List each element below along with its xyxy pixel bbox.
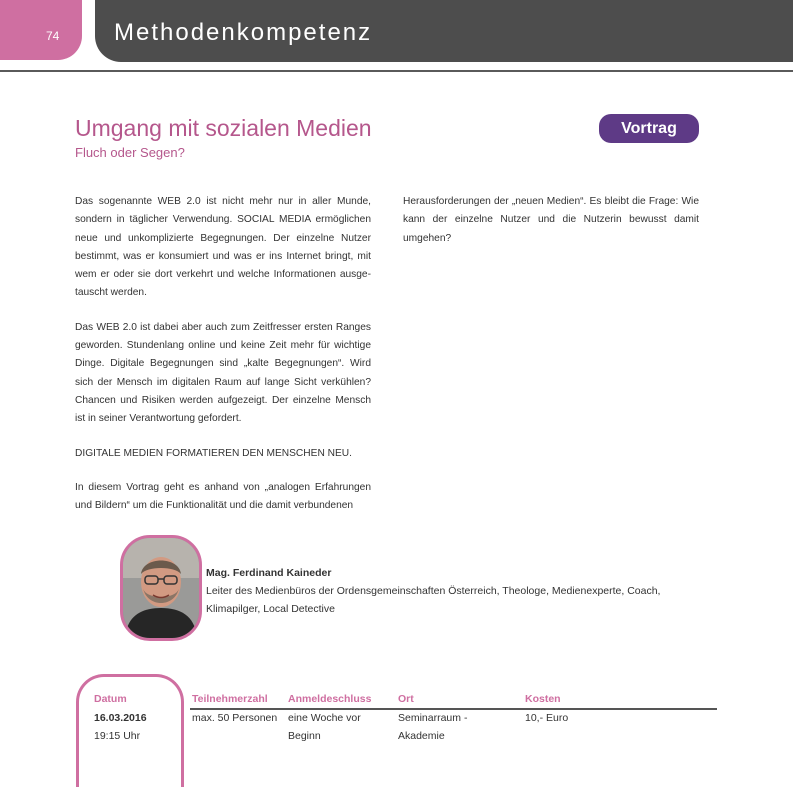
section-title: Methodenkompetenz — [114, 19, 373, 46]
speaker-photo — [120, 535, 202, 641]
paragraph: DIGITALE MEDIEN FORMATIEREN DEN MENSCHEN NEU. — [75, 447, 352, 459]
description-left-column — [75, 193, 371, 531]
participants-label: Teilnehmerzahl — [192, 693, 268, 705]
speaker-name: Mag. Ferdinand Kaineder — [206, 567, 332, 579]
location-value: Seminarraum - Akademie — [398, 712, 468, 742]
description-right-column — [403, 193, 699, 264]
paragraph: In diesem Vortrag geht es anhand von „analogen Erfahrungen und Bildern“ um die Funktionalität und die damit verbundenen — [75, 481, 371, 512]
event-type-badge: Vortrag — [599, 114, 699, 143]
person-portrait-icon — [123, 538, 199, 638]
date-label: Datum — [94, 693, 127, 705]
cost-value: 10,- Euro — [525, 712, 569, 724]
speaker-description: Leiter des Medienbüros der Ordensgemeinschaften Österreich, Theologe, Medienexperte, Coach, Klimapilger, Local Detective — [206, 585, 661, 615]
page-number: 74 — [46, 29, 60, 43]
event-subtitle: Fluch oder Segen? — [75, 145, 185, 160]
paragraph: Das sogenannte WEB 2.0 ist nicht mehr nur in aller Munde, sondern in täglicher Verwendung. SOCIAL MEDIA ermöglichen neue und unkomplizierte Begegnungen. Der einzelne Nutzer bestimmt, was er konsumiert und was er ins Internet bringt, mit wem er oder sie dort verkehrt und welche Informationen ausge-tauscht werden. — [75, 196, 371, 299]
page-number-tab — [0, 0, 82, 60]
cost-label: Kosten — [525, 693, 561, 705]
paragraph: Das WEB 2.0 ist dabei aber auch zum Zeitfresser ersten Ranges geworden. Stundenlang online und keine Zeit mehr für wichtige Dinge. Digitale Begegnungen sind „kalte Begegnungen“. Wird sich der Mensch im digitalen Raum auf lange Sicht verkühlen? Chancen und Risiken werden aufgezeigt. Der einzelne Mensch ist in seiner Verantwortung gefordert. — [75, 321, 371, 425]
registration-label: Anmeldeschluss — [288, 693, 372, 705]
time-value: 19:15 Uhr — [94, 730, 141, 742]
paragraph: Herausforderungen der „neuen Medien“. Es bleibt die Frage: Wie kann der einzelne Nutzer und die Nutzerin bewusst damit umgehen? — [403, 196, 699, 244]
participants-value: max. 50 Personen — [192, 712, 278, 724]
header-divider — [0, 70, 793, 72]
date-value: 16.03.2016 — [94, 712, 147, 724]
location-label: Ort — [398, 693, 414, 705]
event-title: Umgang mit sozialen Medien — [75, 115, 372, 141]
registration-value: eine Woche vor Beginn — [288, 712, 361, 742]
